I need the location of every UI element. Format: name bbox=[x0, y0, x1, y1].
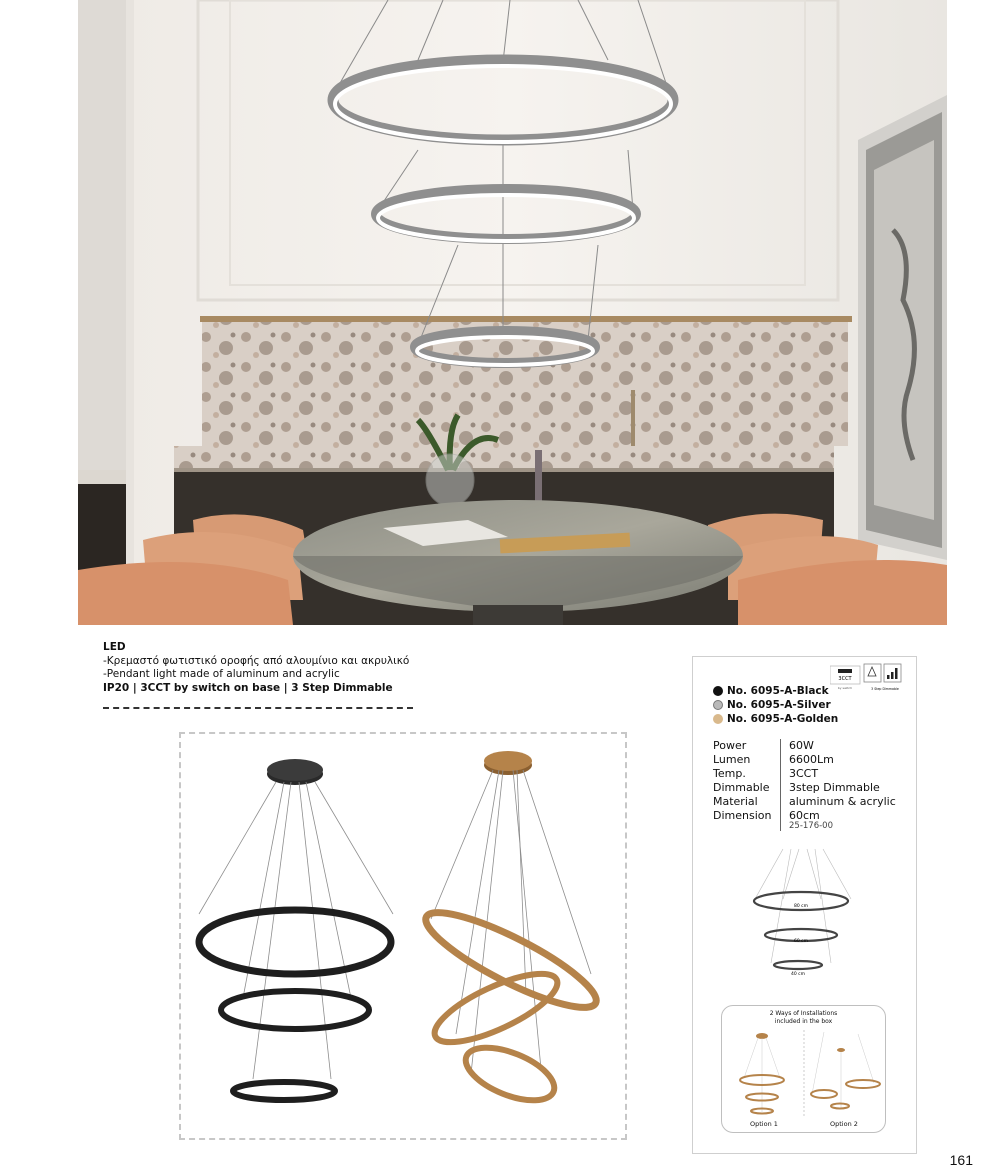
black-swatch-icon bbox=[713, 686, 723, 696]
lamp-icon bbox=[868, 667, 876, 676]
description-features: IP20 | 3CCT by switch on base | 3 Step Dimmable bbox=[103, 681, 393, 694]
installation-option-2-label: Option 2 bbox=[830, 1120, 858, 1128]
silver-swatch-icon bbox=[713, 700, 723, 710]
spec-value: 6600Lm bbox=[789, 753, 834, 766]
page-number: 161 bbox=[949, 1152, 973, 1168]
spec-value: 3step Dimmable bbox=[789, 781, 880, 794]
variant-black bbox=[713, 685, 829, 697]
variant-label: No. 6095-A-Black bbox=[727, 685, 829, 697]
variant-label: No. 6095-A-Silver bbox=[727, 699, 831, 711]
spec-label: Dimmable bbox=[713, 781, 770, 794]
description-line-english: -Pendant light made of aluminum and acrylic bbox=[103, 668, 340, 680]
installation-illustration bbox=[724, 1028, 884, 1118]
installation-option-1-label: Option 1 bbox=[750, 1120, 778, 1128]
variant-silver bbox=[713, 699, 831, 711]
dimension-diagram bbox=[743, 847, 863, 982]
feature-badges bbox=[830, 662, 908, 692]
spec-card bbox=[692, 656, 917, 1154]
lamp-icon-frame bbox=[864, 664, 881, 682]
spec-value: 60cm bbox=[789, 809, 820, 822]
spec-value: aluminum & acrylic bbox=[789, 795, 896, 808]
dashed-divider bbox=[103, 707, 413, 709]
installation-title-line1: 2 Ways of Installations bbox=[769, 1010, 838, 1017]
dimmer-bar-1 bbox=[887, 675, 890, 679]
hero-room-photo bbox=[78, 0, 947, 625]
spec-label: Material bbox=[713, 795, 758, 808]
installation-options-box bbox=[721, 1005, 886, 1133]
ring-label-80: 80 cm bbox=[793, 904, 809, 909]
black-lamp-image bbox=[199, 759, 393, 1100]
product-variants-box bbox=[179, 732, 627, 1140]
dimmer-bar-3 bbox=[895, 668, 898, 679]
product-lamps-illustration bbox=[181, 734, 625, 1138]
cct-badge-sublabel: by switch bbox=[837, 686, 853, 690]
spec-label: Temp. bbox=[713, 767, 746, 780]
spec-label: Lumen bbox=[713, 753, 751, 766]
installation-title bbox=[722, 1010, 885, 1026]
golden-lamp-image bbox=[416, 751, 605, 1111]
spec-label: Power bbox=[713, 739, 747, 752]
product-description bbox=[103, 641, 433, 695]
spec-value: 3CCT bbox=[789, 767, 819, 780]
ring-label-40: 40 cm bbox=[790, 972, 806, 977]
variant-golden bbox=[713, 713, 838, 725]
cct-badge-label: 3CCT bbox=[838, 676, 852, 682]
cct-switch-icon bbox=[838, 669, 852, 673]
variant-label: No. 6095-A-Golden bbox=[727, 713, 839, 725]
description-line-greek: -Κρεμαστό φωτιστικό οροφής από αλουμίνιο και ακρυλικό bbox=[103, 654, 410, 667]
installation-title-line2: included in the box bbox=[774, 1018, 833, 1025]
dimmer-bar-2 bbox=[891, 672, 894, 679]
product-code: 25-176-00 bbox=[789, 821, 833, 831]
ring-label-60: 60 cm bbox=[793, 939, 809, 944]
golden-swatch-icon bbox=[713, 714, 723, 724]
spec-label: Dimension bbox=[713, 809, 772, 822]
spec-value: 60W bbox=[789, 739, 814, 752]
description-title: LED bbox=[103, 641, 126, 653]
dimmable-badge-label: 3 Step Dimmable bbox=[871, 687, 899, 691]
